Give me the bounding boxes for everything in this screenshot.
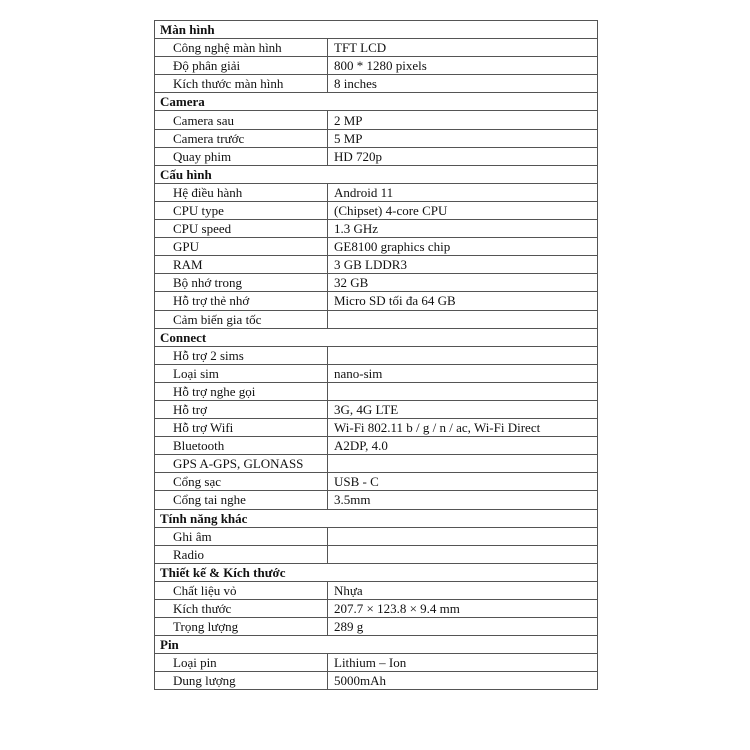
spec-row bbox=[155, 382, 598, 400]
section-header-row bbox=[155, 165, 598, 183]
spec-value bbox=[328, 545, 598, 563]
spec-row bbox=[155, 310, 598, 328]
spec-row bbox=[155, 183, 598, 201]
spec-row bbox=[155, 654, 598, 672]
spec-value: 32 GB bbox=[328, 274, 598, 292]
spec-label: GPU bbox=[155, 238, 328, 256]
section-header-row bbox=[155, 328, 598, 346]
spec-row bbox=[155, 129, 598, 147]
spec-value: 5000mAh bbox=[328, 672, 598, 690]
section-title: Camera bbox=[155, 93, 598, 111]
spec-row bbox=[155, 400, 598, 418]
spec-value: 289 g bbox=[328, 618, 598, 636]
spec-label: Hỗ trợ bbox=[155, 400, 328, 418]
spec-value: 1.3 GHz bbox=[328, 220, 598, 238]
spec-label: Bộ nhớ trong bbox=[155, 274, 328, 292]
spec-row bbox=[155, 57, 598, 75]
spec-row bbox=[155, 256, 598, 274]
section-header-row bbox=[155, 21, 598, 39]
spec-row bbox=[155, 527, 598, 545]
spec-label: Dung lượng bbox=[155, 672, 328, 690]
spec-row bbox=[155, 75, 598, 93]
spec-value: 800 * 1280 pixels bbox=[328, 57, 598, 75]
spec-label: CPU type bbox=[155, 201, 328, 219]
spec-row bbox=[155, 600, 598, 618]
spec-value bbox=[328, 382, 598, 400]
spec-row bbox=[155, 581, 598, 599]
spec-value bbox=[328, 310, 598, 328]
spec-label: Radio bbox=[155, 545, 328, 563]
spec-row bbox=[155, 491, 598, 509]
spec-table bbox=[154, 20, 598, 690]
spec-row bbox=[155, 346, 598, 364]
spec-value: 3 GB LDDR3 bbox=[328, 256, 598, 274]
section-header-row bbox=[155, 636, 598, 654]
spec-value bbox=[328, 455, 598, 473]
spec-row bbox=[155, 672, 598, 690]
spec-label: Hỗ trợ thẻ nhớ bbox=[155, 292, 328, 310]
spec-label: Camera trước bbox=[155, 129, 328, 147]
spec-value: USB - C bbox=[328, 473, 598, 491]
spec-table-body bbox=[155, 21, 598, 690]
spec-row bbox=[155, 201, 598, 219]
section-title: Connect bbox=[155, 328, 598, 346]
spec-label: Loại pin bbox=[155, 654, 328, 672]
spec-value bbox=[328, 527, 598, 545]
spec-label: Hỗ trợ 2 sims bbox=[155, 346, 328, 364]
spec-row bbox=[155, 364, 598, 382]
spec-label: RAM bbox=[155, 256, 328, 274]
spec-label: Hỗ trợ nghe gọi bbox=[155, 382, 328, 400]
spec-label: Độ phân giải bbox=[155, 57, 328, 75]
spec-label: Cổng sạc bbox=[155, 473, 328, 491]
spec-value: 5 MP bbox=[328, 129, 598, 147]
spec-label: Cảm biến gia tốc bbox=[155, 310, 328, 328]
spec-row bbox=[155, 111, 598, 129]
spec-label: Quay phim bbox=[155, 147, 328, 165]
spec-row bbox=[155, 545, 598, 563]
spec-value: 3G, 4G LTE bbox=[328, 400, 598, 418]
section-title: Thiết kế & Kích thước bbox=[155, 563, 598, 581]
spec-value: 2 MP bbox=[328, 111, 598, 129]
spec-value: Micro SD tối đa 64 GB bbox=[328, 292, 598, 310]
spec-value: Android 11 bbox=[328, 183, 598, 201]
spec-value: Nhựa bbox=[328, 581, 598, 599]
spec-value: nano-sim bbox=[328, 364, 598, 382]
spec-row bbox=[155, 618, 598, 636]
spec-label: Camera sau bbox=[155, 111, 328, 129]
spec-label: Công nghệ màn hình bbox=[155, 39, 328, 57]
spec-label: GPS A-GPS, GLONASS bbox=[155, 455, 328, 473]
spec-label: Cổng tai nghe bbox=[155, 491, 328, 509]
spec-row bbox=[155, 419, 598, 437]
spec-value: 3.5mm bbox=[328, 491, 598, 509]
spec-label: Loại sim bbox=[155, 364, 328, 382]
spec-value: 8 inches bbox=[328, 75, 598, 93]
spec-label: Bluetooth bbox=[155, 437, 328, 455]
spec-value: GE8100 graphics chip bbox=[328, 238, 598, 256]
spec-row bbox=[155, 147, 598, 165]
section-title: Màn hình bbox=[155, 21, 598, 39]
spec-label: CPU speed bbox=[155, 220, 328, 238]
spec-value: TFT LCD bbox=[328, 39, 598, 57]
spec-row bbox=[155, 238, 598, 256]
section-title: Cấu hình bbox=[155, 165, 598, 183]
spec-row bbox=[155, 39, 598, 57]
spec-row bbox=[155, 437, 598, 455]
spec-value: A2DP, 4.0 bbox=[328, 437, 598, 455]
spec-row bbox=[155, 220, 598, 238]
section-header-row bbox=[155, 509, 598, 527]
spec-label: Kích thước bbox=[155, 600, 328, 618]
spec-value: (Chipset) 4-core CPU bbox=[328, 201, 598, 219]
section-title: Tính năng khác bbox=[155, 509, 598, 527]
spec-value: 207.7 × 123.8 × 9.4 mm bbox=[328, 600, 598, 618]
spec-value: HD 720p bbox=[328, 147, 598, 165]
spec-row bbox=[155, 455, 598, 473]
section-title: Pin bbox=[155, 636, 598, 654]
spec-label: Ghi âm bbox=[155, 527, 328, 545]
section-header-row bbox=[155, 93, 598, 111]
spec-value: Lithium – Ion bbox=[328, 654, 598, 672]
spec-value: Wi-Fi 802.11 b / g / n / ac, Wi-Fi Direct bbox=[328, 419, 598, 437]
spec-label: Kích thước màn hình bbox=[155, 75, 328, 93]
spec-row bbox=[155, 473, 598, 491]
spec-label: Chất liệu vỏ bbox=[155, 581, 328, 599]
spec-row bbox=[155, 292, 598, 310]
spec-label: Hệ điều hành bbox=[155, 183, 328, 201]
spec-label: Hỗ trợ Wifi bbox=[155, 419, 328, 437]
spec-value bbox=[328, 346, 598, 364]
spec-label: Trọng lượng bbox=[155, 618, 328, 636]
spec-row bbox=[155, 274, 598, 292]
section-header-row bbox=[155, 563, 598, 581]
